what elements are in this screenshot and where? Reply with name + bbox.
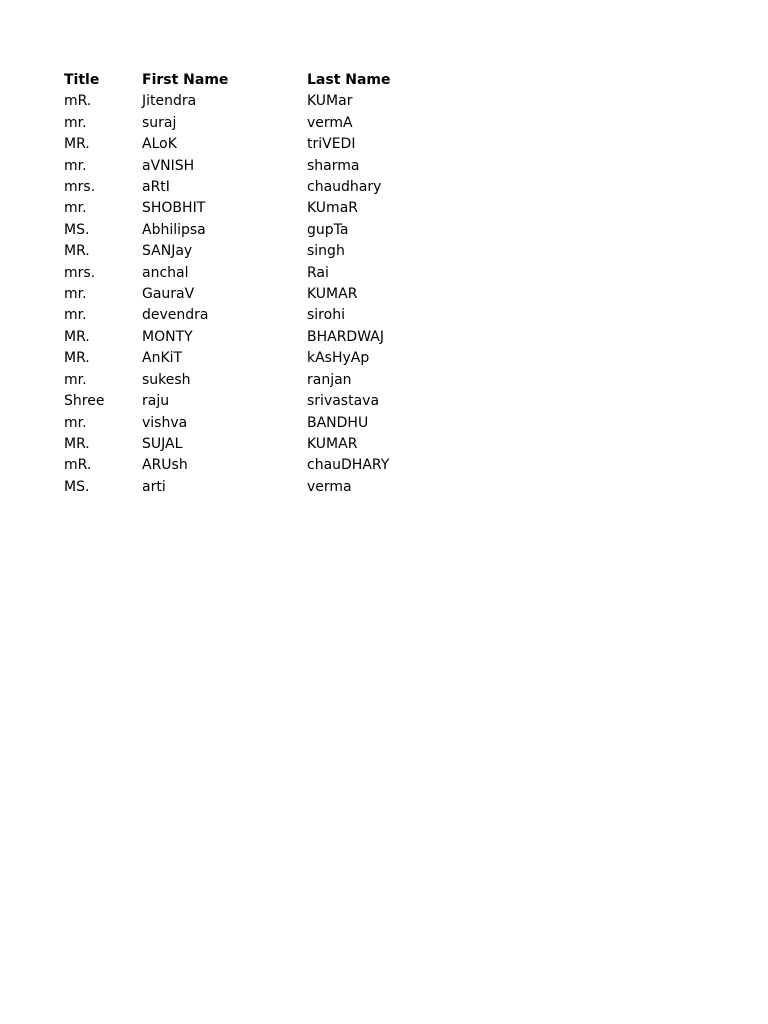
table-row (64, 134, 427, 155)
title-cell: MR. (64, 435, 90, 452)
last-name-cell: BHARDWAJ (307, 328, 384, 345)
table-row (64, 477, 427, 498)
title-cell: mrs. (64, 264, 96, 281)
first-name-cell: ALoK (142, 136, 177, 153)
last-name-cell: kAsHyAp (307, 350, 370, 367)
title-cell: mr. (64, 157, 87, 174)
last-name-cell: sirohi (307, 307, 345, 324)
table-row (64, 305, 427, 326)
last-name-cell: ranjan (307, 371, 352, 388)
first-name-cell: anchal (142, 264, 189, 281)
table-row (64, 198, 427, 219)
table-row (64, 370, 427, 391)
header-last-name: Last Name (307, 72, 391, 88)
table-row (64, 455, 427, 476)
title-cell: mR. (64, 457, 92, 474)
title-cell: mr. (64, 307, 87, 324)
last-name-cell: triVEDI (307, 136, 356, 153)
last-name-cell: KUMAR (307, 435, 358, 452)
first-name-cell: devendra (142, 307, 209, 324)
title-cell: mr. (64, 414, 87, 431)
first-name-cell: suraj (142, 114, 177, 131)
title-cell: mR. (64, 93, 92, 110)
first-name-cell: GauraV (142, 286, 195, 303)
names-table (64, 70, 427, 498)
last-name-cell: sharma (307, 157, 360, 174)
first-name-cell: MONTY (142, 328, 193, 345)
last-name-cell: BANDHU (307, 414, 369, 431)
last-name-cell: singh (307, 243, 345, 260)
table-row (64, 113, 427, 134)
title-cell: MR. (64, 350, 90, 367)
title-cell: mr. (64, 286, 87, 303)
first-name-cell: ARUsh (142, 457, 188, 474)
first-name-cell: SHOBHIT (142, 200, 206, 217)
title-cell: Shree (64, 393, 105, 410)
first-name-cell: SANJay (142, 243, 193, 260)
table-row (64, 177, 427, 198)
title-cell: MR. (64, 328, 90, 345)
first-name-cell: AnKiT (142, 350, 183, 367)
table-row (64, 284, 427, 305)
table-row (64, 220, 427, 241)
header-first-name: First Name (142, 72, 229, 88)
last-name-cell: KUMAR (307, 286, 358, 303)
first-name-cell: Jitendra (142, 93, 197, 110)
title-cell: mrs. (64, 179, 96, 196)
table-row (64, 348, 427, 369)
title-cell: mr. (64, 371, 87, 388)
names-sheet (64, 70, 427, 498)
first-name-cell: raju (142, 393, 170, 410)
title-cell: mr. (64, 200, 87, 217)
title-cell: MR. (64, 136, 90, 153)
title-cell: MS. (64, 221, 90, 238)
table-row (64, 327, 427, 348)
table-row (64, 391, 427, 412)
header-title: Title (64, 72, 100, 88)
table-row (64, 263, 427, 284)
table-row (64, 156, 427, 177)
first-name-cell: Abhilipsa (142, 221, 206, 238)
header-row (64, 70, 427, 91)
last-name-cell: gupTa (307, 221, 349, 238)
first-name-cell: aVNISH (142, 157, 195, 174)
title-cell: MS. (64, 478, 90, 495)
first-name-cell: arti (142, 478, 166, 495)
last-name-cell: chauDHARY (307, 457, 390, 474)
last-name-cell: KUMar (307, 93, 353, 110)
first-name-cell: sukesh (142, 371, 191, 388)
last-name-cell: vermA (307, 114, 353, 131)
table-row (64, 241, 427, 262)
last-name-cell: verma (307, 478, 352, 495)
table-row (64, 91, 427, 112)
last-name-cell: Rai (307, 264, 329, 281)
last-name-cell: srivastava (307, 393, 380, 410)
first-name-cell: vishva (142, 414, 188, 431)
first-name-cell: aRtI (142, 179, 170, 196)
last-name-cell: chaudhary (307, 179, 382, 196)
title-cell: MR. (64, 243, 90, 260)
table-row (64, 413, 427, 434)
title-cell: mr. (64, 114, 87, 131)
last-name-cell: KUmaR (307, 200, 358, 217)
table-row (64, 434, 427, 455)
first-name-cell: SUJAL (142, 435, 183, 452)
